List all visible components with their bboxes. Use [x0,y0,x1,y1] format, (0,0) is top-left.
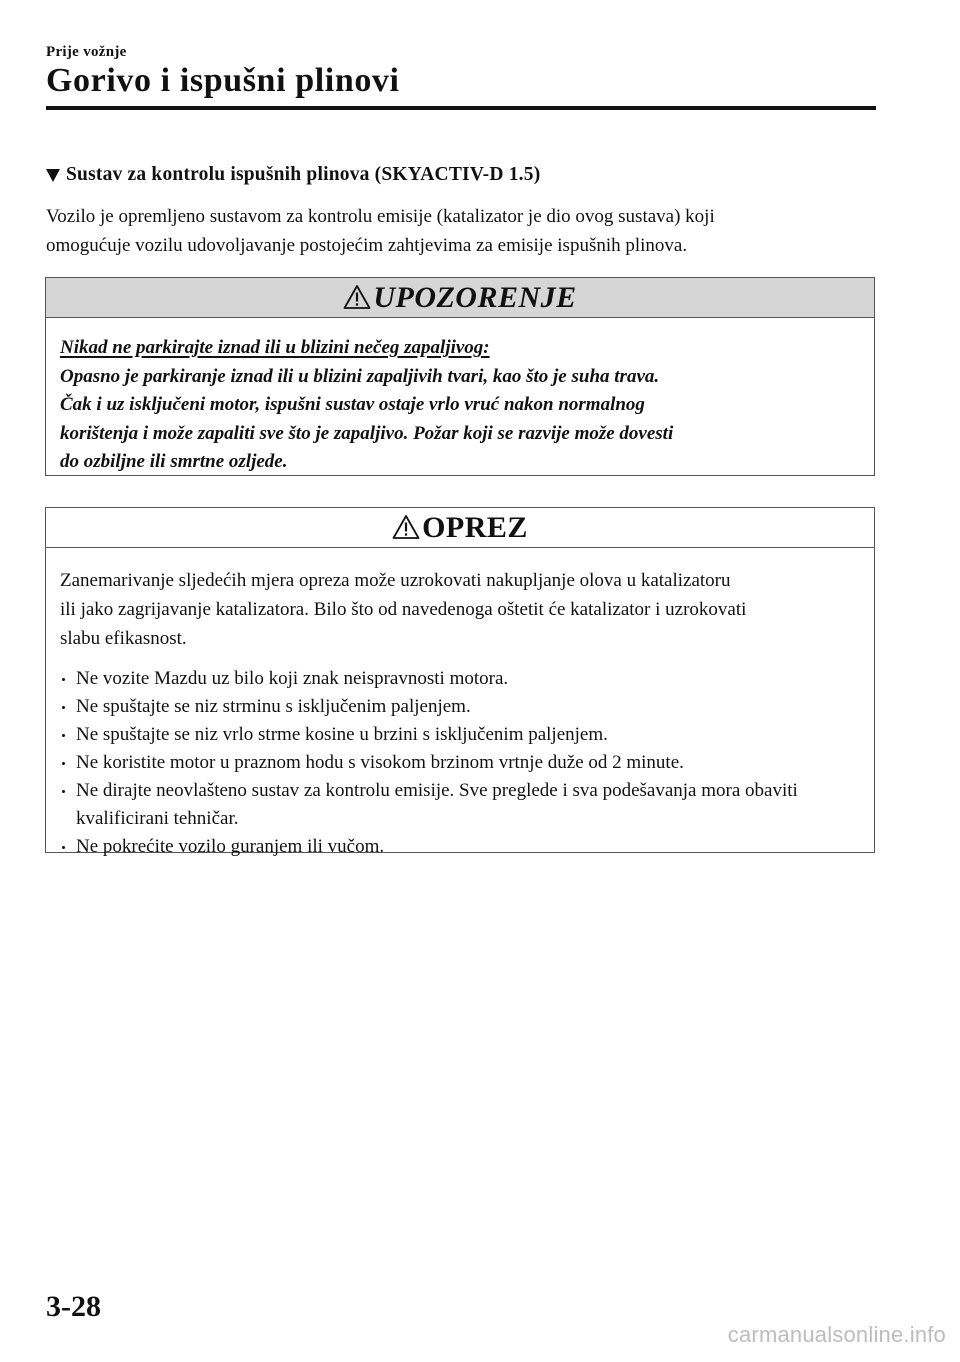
page-title: Gorivo i ispušni plinovi [46,62,400,99]
list-item-text: Ne dirajte neovlašteno sustav za kontrolu emisije. Sve preglede i sva podešavanja mora obaviti kvalificirani tehničar. [76,780,798,829]
warning-body [46,318,874,477]
list-item-text: Ne vozite Mazdu uz bilo koji znak neispravnosti motora. [76,668,509,689]
list-item [60,749,874,777]
list-item [60,721,874,749]
warning-box [45,277,875,476]
bullet-icon [62,846,65,849]
caution-line: slabu efikasnost. [60,628,187,649]
warning-line: do ozbiljne ili smrtne ozljede. [60,451,288,472]
warning-line: korištenja i može zapaliti sve što je zapaljivo. Požar koji se razvije može dovesti [60,422,674,444]
warning-triangle-icon [392,514,420,540]
section-label: Prije vožnje [46,44,127,60]
section-heading-text: Sustav za kontrolu ispušnih plinova (SKYACTIV-D 1.5) [66,164,541,185]
list-item [60,777,874,833]
intro-line: omogućuje vozilu udovoljavanje postojećim zahtjevima za emisije ispušnih plinova. [46,235,688,256]
bullet-icon [62,762,65,765]
intro-line: Vozilo je opremljeno sustavom za kontrolu emisije (katalizator je dio ovog sustava) koji [46,206,715,227]
caution-line: Zanemarivanje sljedećih mjera opreza može uzrokovati nakupljanje olova u katalizatoru [60,570,731,591]
caution-bullet-list [60,665,874,861]
watermark: carmanualsonline.info [727,1322,946,1347]
header-divider [46,106,876,110]
caution-header [46,508,874,548]
list-item [60,693,874,721]
list-item-text: Ne spuštajte se niz vrlo strme kosine u brzini s isključenim paljenjem. [76,724,608,745]
bullet-icon [62,678,65,681]
warning-line: Opasno je parkiranje iznad ili u blizini zapaljivih tvari, kao što je suha trava. [60,365,660,387]
list-item [60,833,874,861]
warning-header [46,278,874,318]
caution-box [45,507,875,857]
list-item-text: Ne pokrećite vozilo guranjem ili vučom. [76,836,385,857]
bullet-icon [62,706,65,709]
section-heading [46,164,540,186]
triangle-down-icon [46,169,60,182]
page-number: 3-28 [46,1290,101,1323]
caution-body [46,548,874,861]
caution-title: OPREZ [422,510,528,544]
list-item-text: Ne koristite motor u praznom hodu s visokom brzinom vrtnje duže od 2 minute. [76,752,684,773]
list-item-text: Ne spuštajte se niz strminu s isključenim paljenjem. [76,696,471,717]
warning-line: Čak i uz isključeni motor, ispušni sustav ostaje vrlo vruć nakon normalnog [60,394,645,415]
bullet-icon [62,790,65,793]
caution-line: ili jako zagrijavanje katalizatora. Bilo što od navedenoga oštetit će katalizator i uzrokovati [60,599,747,620]
bullet-icon [62,734,65,737]
intro-paragraph [46,202,876,260]
warning-triangle-icon [343,284,371,310]
warning-subtitle: Nikad ne parkirajte iznad ili u blizini nečeg zapaljivog: [60,337,490,358]
list-item [60,665,874,693]
warning-title: UPOZORENJE [373,280,577,314]
